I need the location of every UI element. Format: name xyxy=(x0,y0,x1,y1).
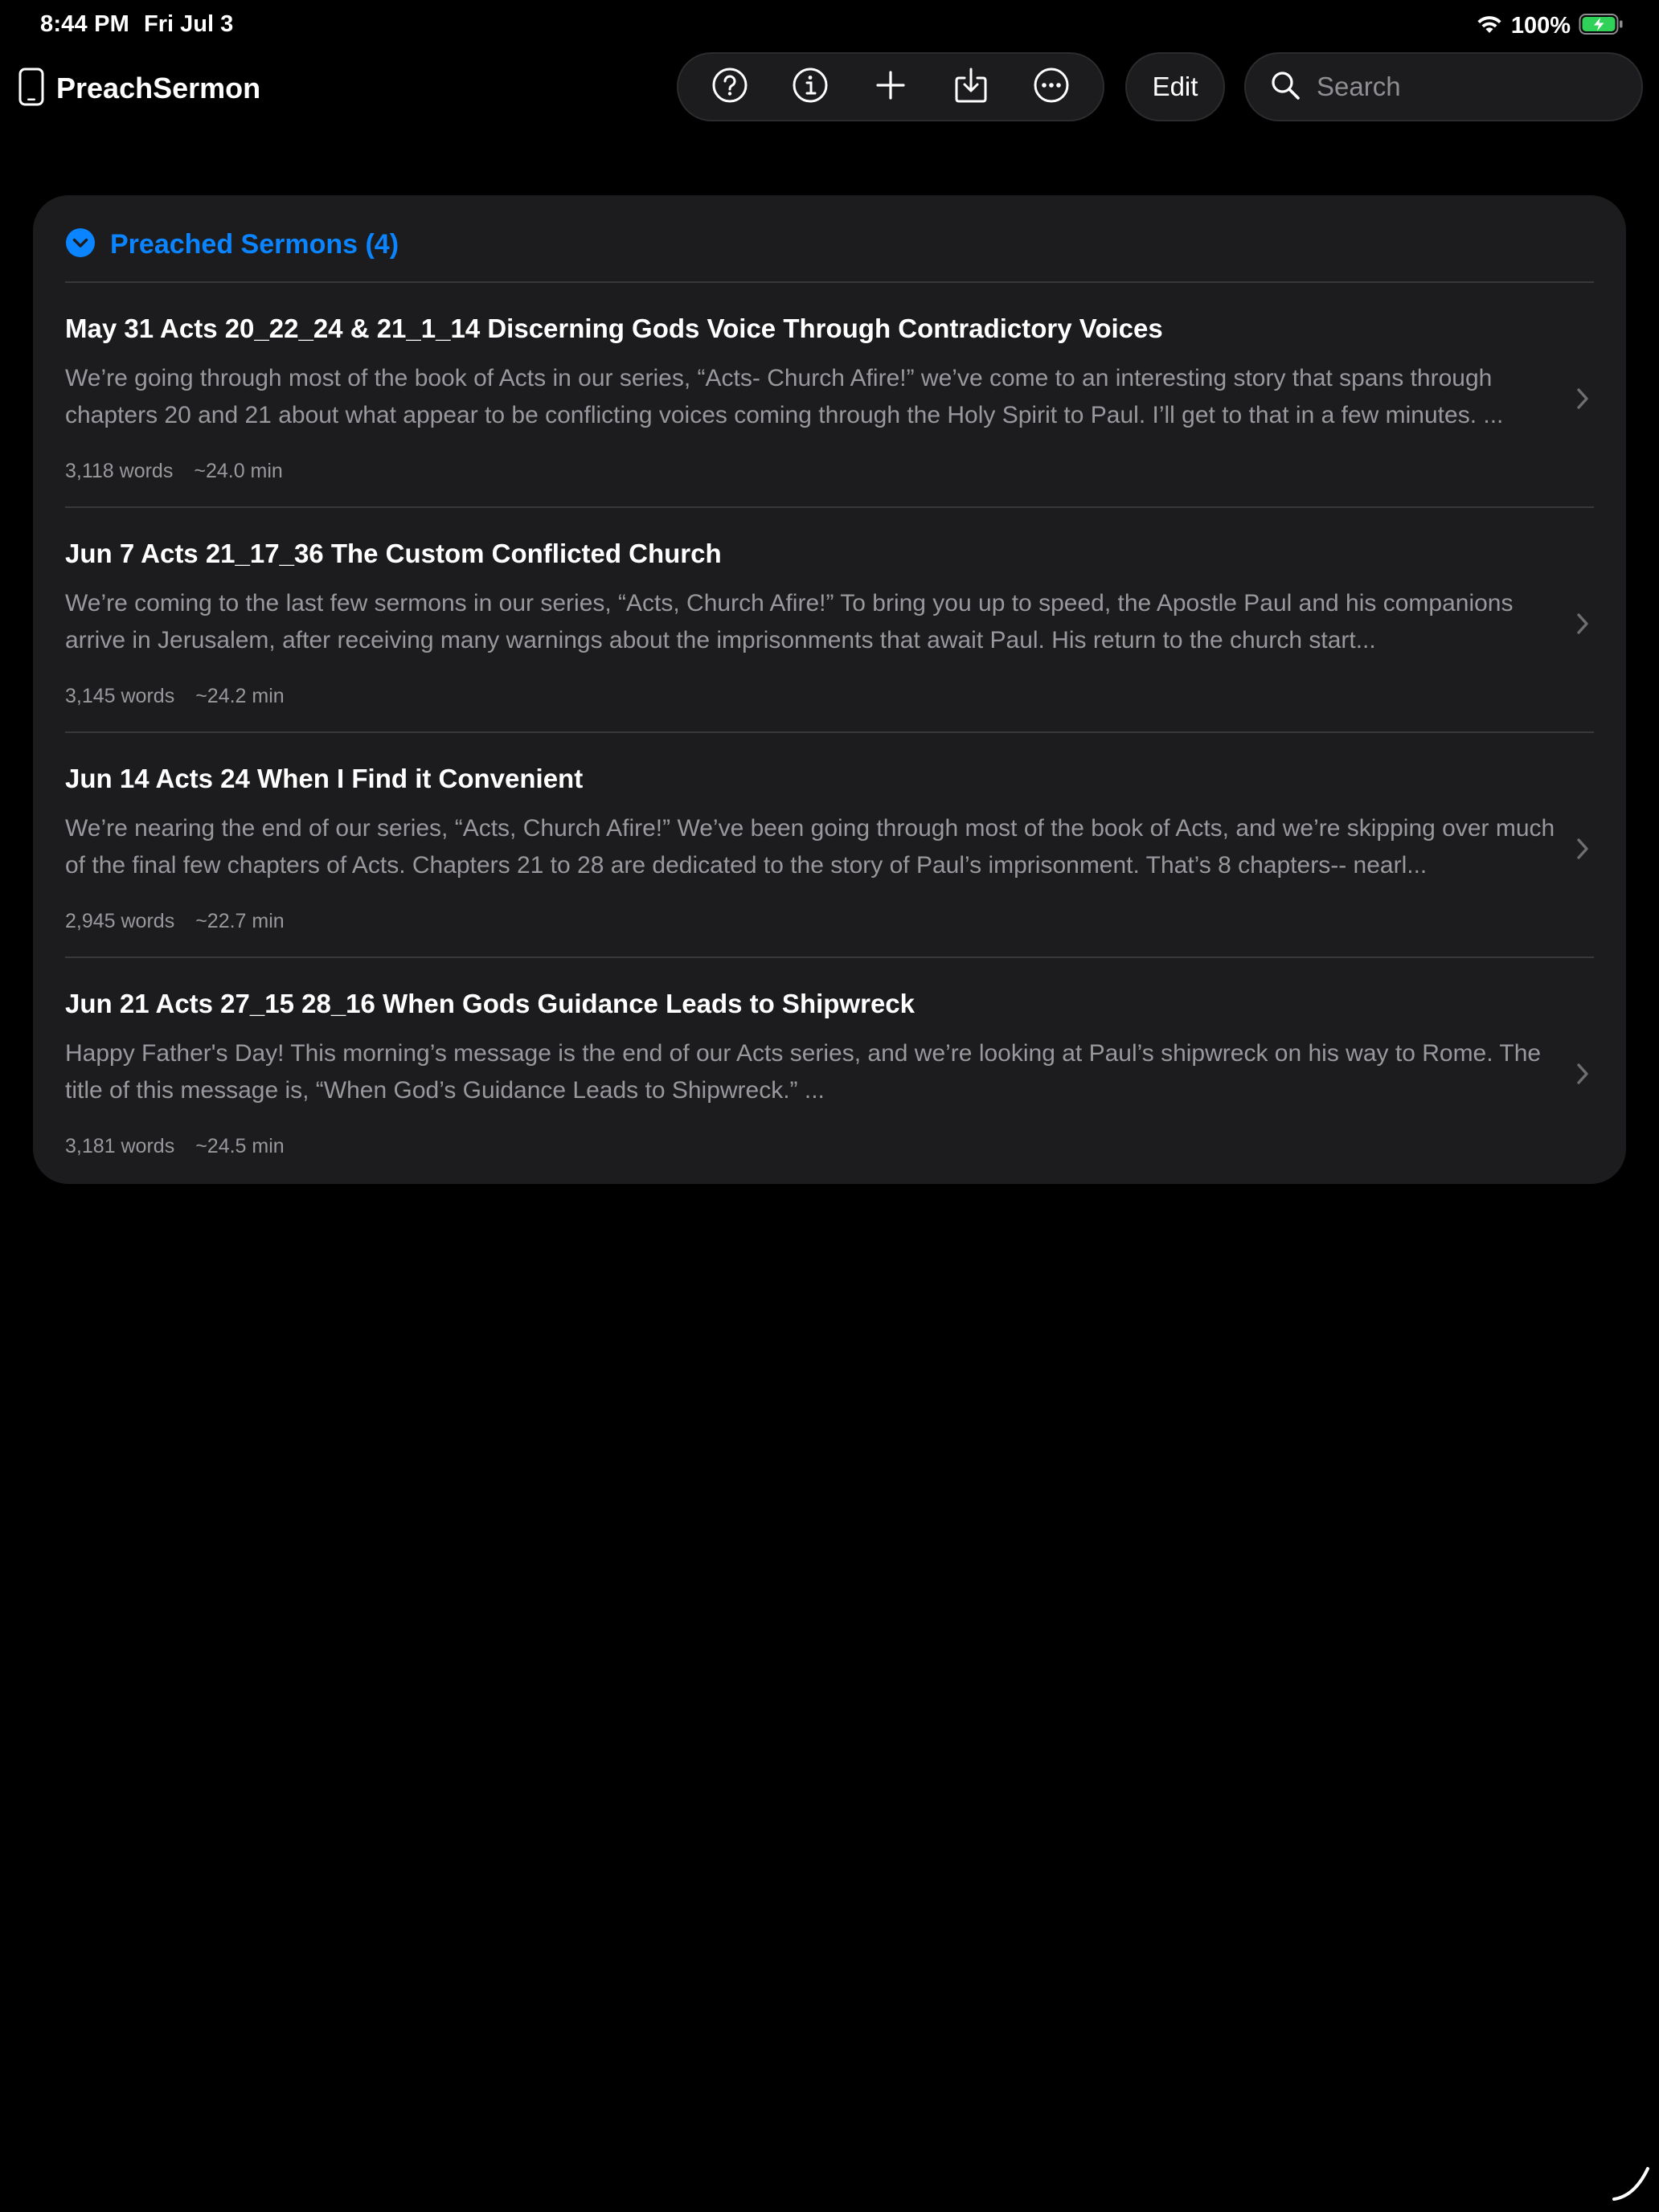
read-duration: ~24.2 min xyxy=(195,685,285,707)
sermon-title: Jun 7 Acts 21_17_36 The Custom Conflicted Church xyxy=(65,539,722,568)
corner-drawing-mark xyxy=(1611,2164,1651,2204)
read-duration: ~22.7 min xyxy=(195,910,285,932)
sermon-row[interactable] xyxy=(65,958,1594,1183)
chevron-right-icon xyxy=(1571,608,1594,640)
plus-icon xyxy=(875,69,907,105)
sermon-title: Jun 21 Acts 27_15 28_16 When Gods Guidance Leads to Shipwreck xyxy=(65,989,915,1018)
wifi-icon xyxy=(1476,14,1503,39)
sermon-excerpt: We’re nearing the end of our series, “Acts, Church Afire!” We’ve been going through most of the book of Acts, and we’re skipping over much of the final few chapters of Acts. Chapters 21 to 28 are dedicated to the story of Paul’s imprisonment. That’s 8 chapters-- nearl... xyxy=(65,815,1555,879)
chevron-down-circle-icon xyxy=(65,227,96,262)
toolbar xyxy=(0,51,1659,124)
sermon-meta xyxy=(65,460,283,483)
section-title: Preached Sermons (4) xyxy=(110,228,399,260)
sermon-row[interactable] xyxy=(65,283,1594,508)
search-input[interactable] xyxy=(1315,71,1624,103)
sermon-meta xyxy=(65,685,285,708)
import-icon xyxy=(953,67,989,108)
sermon-excerpt: Happy Father's Day! This morning’s message is the end of our Acts series, and we’re looking at Paul’s shipwreck on his way to Rome. The title of this message is, “When God’s Guidance Leads to Shipwreck.” ... xyxy=(65,1040,1542,1104)
status-time: 8:44 PM xyxy=(40,11,129,37)
word-count: 3,181 words xyxy=(65,1135,175,1157)
app-title-text: PreachSermon xyxy=(56,72,261,104)
sermon-meta xyxy=(65,910,285,933)
sermon-list-card xyxy=(33,195,1626,1184)
sermon-row[interactable] xyxy=(65,508,1594,733)
word-count: 3,118 words xyxy=(65,460,174,482)
section-header-preached[interactable] xyxy=(65,222,399,267)
search-field[interactable] xyxy=(1244,52,1643,121)
word-count: 3,145 words xyxy=(65,685,175,707)
read-duration: ~24.0 min xyxy=(194,460,283,482)
chevron-right-icon xyxy=(1571,833,1594,865)
add-button[interactable] xyxy=(864,60,917,113)
toolbar-icon-group xyxy=(677,52,1104,121)
sermon-excerpt: We’re coming to the last few sermons in our series, “Acts, Church Afire!” To bring you up to speed, the Apostle Paul and his companions arrive in Jerusalem, after receiving many warnings about the imprisonments that await Paul. His return to the church start... xyxy=(65,590,1514,653)
battery-percent: 100% xyxy=(1510,12,1571,39)
status-indicators xyxy=(1476,11,1624,40)
more-button[interactable] xyxy=(1025,60,1078,113)
search-icon xyxy=(1270,70,1301,104)
edit-button[interactable]: Edit xyxy=(1125,52,1225,121)
battery-charging-icon xyxy=(1579,13,1624,39)
chevron-right-icon xyxy=(1571,1058,1594,1090)
info-icon xyxy=(792,67,829,108)
sermon-title: Jun 14 Acts 24 When I Find it Convenient xyxy=(65,764,584,793)
read-duration: ~24.5 min xyxy=(195,1135,285,1157)
sermon-excerpt: We’re going through most of the book of Acts in our series, “Acts- Church Afire!” we’ve come to an interesting story that spans through chapters 20 and 21 about what appear to be conflicting voices coming through the Holy Spirit to Paul. I’ll get to that in a few minutes. ... xyxy=(65,365,1504,428)
more-icon xyxy=(1033,67,1070,108)
word-count: 2,945 words xyxy=(65,910,175,932)
help-button[interactable] xyxy=(703,60,756,113)
status-date: Fri Jul 3 xyxy=(144,11,234,37)
app-title[interactable] xyxy=(18,66,260,111)
chevron-right-icon xyxy=(1571,383,1594,415)
sermon-title: May 31 Acts 20_22_24 & 21_1_14 Discerning Gods Voice Through Contradictory Voices xyxy=(65,313,1163,343)
sermon-meta xyxy=(65,1135,285,1158)
import-button[interactable] xyxy=(944,60,997,113)
info-button[interactable] xyxy=(784,60,837,113)
sermon-row[interactable] xyxy=(65,733,1594,958)
status-bar xyxy=(0,0,1659,51)
ipad-icon xyxy=(18,68,45,110)
help-icon xyxy=(711,67,748,108)
